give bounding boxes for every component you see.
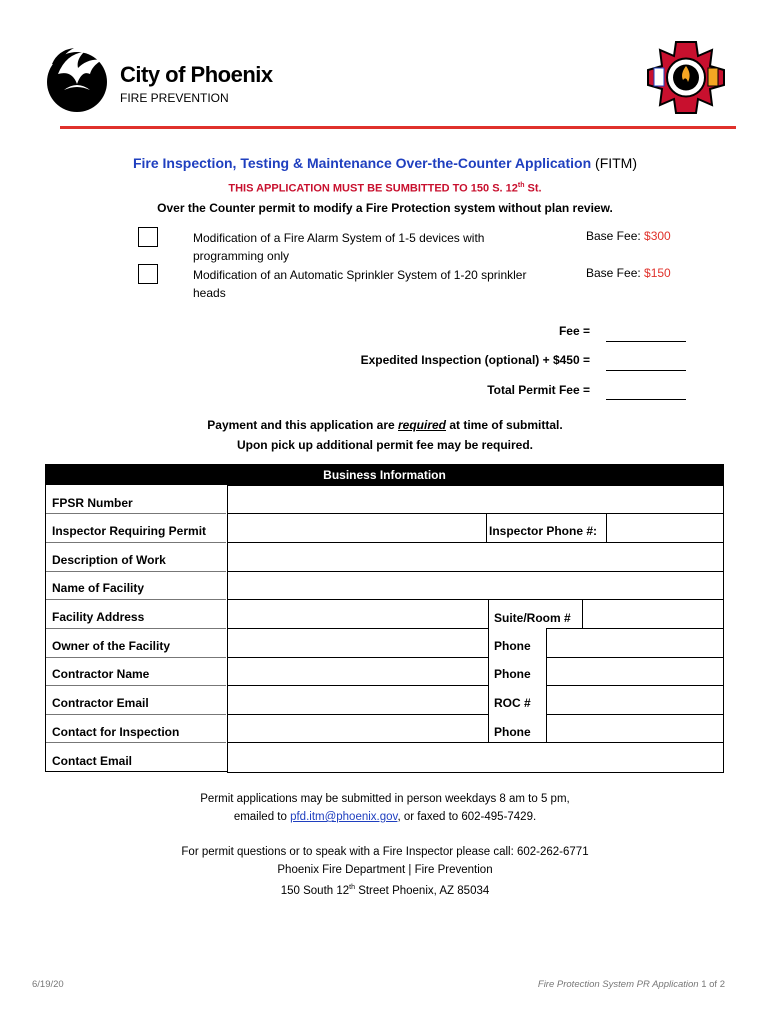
email-link[interactable]: pfd.itm@phoenix.gov: [290, 811, 398, 823]
additional-fee-notice: Upon pick up additional permit fee may be required.: [236, 438, 534, 452]
suite-label: Suite/Room #: [494, 611, 571, 625]
row-divider: [46, 742, 226, 743]
description-label: Description of Work: [52, 553, 166, 567]
contact-phone-label: Phone: [494, 725, 531, 739]
owner-label: Owner of the Facility: [52, 639, 171, 653]
total-fee-label: Total Permit Fee =: [487, 383, 590, 397]
page-footer: [538, 979, 725, 990]
fee-label: Base Fee:: [586, 229, 645, 243]
row-divider: [46, 513, 226, 514]
inspector-input[interactable]: [227, 513, 487, 543]
expedited-label: Expedited Inspection (optional) + $450 =: [360, 353, 590, 367]
fee-input-line[interactable]: [606, 341, 686, 342]
payment-required: required: [398, 418, 447, 432]
facility-name-input[interactable]: [227, 571, 724, 600]
business-information-header: Business Information: [46, 465, 723, 485]
roc-label: ROC #: [494, 696, 531, 710]
submission-info: Permit applications may be submitted in person weekdays 8 am to 5 pm,: [200, 793, 570, 805]
fire-department-badge-icon: [646, 40, 726, 115]
contact-email-label: Contact Email: [52, 754, 133, 768]
department-name: Phoenix Fire Department | Fire Prevention: [277, 864, 493, 876]
inspector-label: Inspector Requiring Permit: [52, 524, 207, 538]
total-fee-input-line[interactable]: [606, 399, 686, 400]
contact-email-input[interactable]: [227, 742, 724, 773]
address-sup: th: [349, 884, 355, 891]
title-abbr: (FITM): [595, 155, 638, 171]
org-name: City of Phoenix: [120, 62, 273, 87]
fire-alarm-checkbox[interactable]: [138, 227, 158, 247]
contact-inspection-input[interactable]: [227, 714, 489, 743]
page-title: [0, 155, 770, 171]
notice-text: THIS APPLICATION MUST BE SUMBITTED TO 150 S. 12: [228, 182, 518, 195]
roc-input[interactable]: [546, 685, 724, 715]
header-divider: [60, 126, 736, 129]
row-divider: [46, 628, 226, 629]
owner-phone-label: Phone: [494, 639, 531, 653]
questions-info: For permit questions or to speak with a Fire Inspector please call: 602-262-6771: [181, 846, 589, 858]
department-address: [0, 879, 770, 900]
owner-phone-input[interactable]: [546, 628, 724, 658]
org-subtitle: FIRE PREVENTION: [120, 91, 229, 105]
footer-doc-title: Fire Protection System PR Application: [537, 979, 699, 990]
row-divider: [46, 685, 226, 686]
payment-text-a: Payment and this application are: [207, 418, 398, 432]
facility-name-label: Name of Facility: [52, 581, 145, 595]
expedited-input-line[interactable]: [606, 370, 686, 371]
row-divider: [46, 657, 226, 658]
inspector-phone-input[interactable]: [606, 513, 724, 543]
row-divider: [46, 571, 226, 572]
address-b: Street Phoenix, AZ 85034: [355, 884, 490, 897]
suite-input[interactable]: [582, 599, 724, 629]
title-main: Fire Inspection, Testing & Maintenance Over-the-Counter Application: [132, 155, 592, 171]
payment-text-b: at time of submittal.: [446, 418, 563, 432]
facility-address-input[interactable]: [227, 599, 489, 629]
business-information-table: [45, 464, 724, 772]
emailed-to-text: emailed to: [233, 811, 291, 823]
otc-description: Over the Counter permit to modify a Fire Protection system without plan review.: [157, 201, 613, 215]
contractor-email-label: Contractor Email: [52, 696, 149, 710]
row-divider: [46, 714, 226, 715]
fpsr-number-label: FPSR Number: [52, 496, 133, 510]
submission-contact: [0, 808, 770, 826]
contractor-email-input[interactable]: [227, 685, 489, 715]
payment-notice: [0, 418, 770, 432]
contractor-phone-input[interactable]: [546, 657, 724, 686]
address-a: 150 South 12: [280, 884, 350, 897]
fee-amount: $150: [644, 266, 671, 280]
owner-input[interactable]: [227, 628, 489, 658]
fee-label: Base Fee:: [586, 266, 645, 280]
contractor-name-label: Contractor Name: [52, 667, 150, 681]
inspector-phone-label: Inspector Phone #:: [489, 524, 598, 538]
sprinkler-checkbox[interactable]: [138, 264, 158, 284]
contractor-name-input[interactable]: [227, 657, 489, 686]
fpsr-number-input[interactable]: [227, 485, 724, 514]
row-divider: [46, 599, 226, 600]
sprinkler-base-fee: [586, 266, 671, 280]
phoenix-bird-logo: [44, 44, 110, 114]
submission-notice: [0, 182, 770, 195]
fire-alarm-base-fee: [586, 229, 671, 243]
notice-sup: th: [517, 182, 525, 189]
facility-address-label: Facility Address: [52, 610, 145, 624]
contact-phone-input[interactable]: [546, 714, 724, 743]
description-input[interactable]: [227, 542, 724, 572]
page-number: 1 of 2: [701, 979, 725, 990]
fee-amount: $300: [644, 229, 671, 243]
fire-alarm-option-text: Modification of a Fire Alarm System of 1-5 devices with programming only: [193, 231, 485, 263]
row-divider: [46, 542, 226, 543]
contractor-phone-label: Phone: [494, 667, 531, 681]
fee-label: Fee =: [558, 324, 590, 338]
sprinkler-option-text: Modification of an Automatic Sprinkler System of 1-20 sprinkler heads: [193, 268, 527, 300]
contact-inspection-label: Contact for Inspection: [52, 725, 180, 739]
fax-text: , or faxed to 602-495-7429.: [397, 811, 537, 823]
revision-date: 6/19/20: [32, 979, 64, 990]
notice-suffix: St.: [524, 182, 542, 195]
